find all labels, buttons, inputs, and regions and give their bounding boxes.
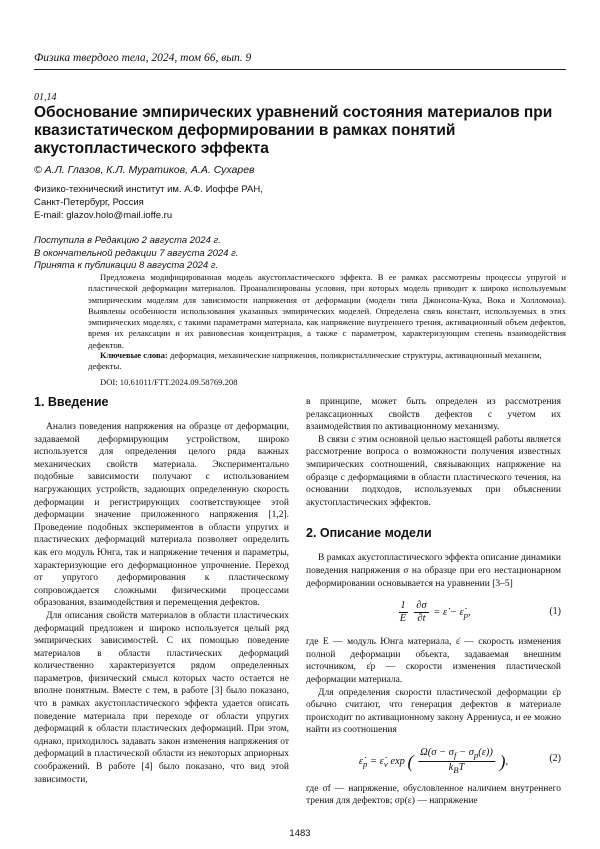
equation-1 bbox=[306, 596, 561, 630]
paper-title: Обоснование эмпирических уравнений состояния материалов при квазистатическом деформировании в рамках понятий акустопластического эффекта bbox=[34, 104, 553, 157]
paragraph: В связи с этим основной целью настоящей работы является рассмотрение вопроса о возможности получения известных эмпирических соотношений, связывающих напряжение на образце с деформациями в области пластического течения, на основании подходов, используемых при объяснении акустопластических эффектов. bbox=[306, 434, 561, 508]
paragraph: Для определения скорости пластической деформации ε̇p обычно считают, что генерация дефектов в материале происходит по активационному закону Аррениуса, и ее можно найти из соотношения bbox=[306, 687, 561, 736]
section-heading: 2. Описание модели bbox=[306, 526, 432, 541]
affiliation-line: Физико-технический институт им. А.Ф. Иоффе РАН, bbox=[34, 184, 263, 195]
abstract: Предложена модифицированная модель акустопластического эффекта. В ее рамках рассмотрены процессы упругой и пластической деформации материалов. Проанализированы условия, при которых модель приводит к широко используемым эмпирическим моделям для зависимости напряжения от деформации (модели типа Джонсона-Кука, Вока и Холломона). Выявлены особенности использования указанных эмпирических моделей. Определена связь констант, используемых в этих эмпирических моделях, с такими параметрами материала, как напряжение внутреннего трения, активационный объем дефектов, время их релаксации и их равновесная концентрация, а также с параметром, характеризующим степень взаимодействия дефектов. bbox=[88, 272, 566, 350]
equation-body: $\frac{1}{E}$ $\frac{\partial\sigma}{\partial t}$ = ε̇ − $\varepsiloṅ_p$, bbox=[399, 600, 471, 625]
date-accepted: Принята к публикации 8 августа 2024 г. bbox=[34, 260, 219, 271]
dates bbox=[34, 235, 238, 273]
left-column bbox=[34, 396, 289, 786]
right-column bbox=[306, 396, 561, 808]
affiliation-line: Санкт-Петербург, Россия bbox=[34, 197, 144, 208]
paragraph: В рамках акустопластического эффекта описание динамики поведения напряжения σ на образце при его нестационарном деформировании основывается на уравнении [3–5] bbox=[306, 553, 561, 589]
journal-header: Физика твердого тела, 2024, том 66, вып. 9 bbox=[34, 52, 252, 64]
keywords-label: Ключевые слова: bbox=[100, 350, 168, 360]
paragraph: Для описания свойств материалов в области пластических деформаций предложен и широко используется целый ряд эмпирических зависимостей. С их помощью поведение материалов в области пластических деформаций количественно характеризуется рядом определенных параметров, физический смысл которых часто остается не вполне понятным. Вместе с тем, в работе [3] было показано, что в рамках акустопластического эффекта удается описать поведение материала при переходе от области упругих деформаций к области пластических деформаций. При этом, однако, приходилось задавать закон изменения напряжения от деформаций в пластической области из некоторых априорных соображений. В работе [4] было показано, что вид этой зависимости, bbox=[34, 610, 289, 785]
section-heading: 1. Введение bbox=[34, 395, 109, 409]
paragraph: где σf — напряжение, обусловленное наличием внутреннего трения для дефектов; σp(ε) — напряжение bbox=[306, 783, 561, 807]
email: E-mail: glazov.holo@mail.ioffe.ru bbox=[34, 210, 173, 221]
header-rule bbox=[34, 69, 566, 70]
udc-code: 01,14 bbox=[34, 92, 57, 103]
affiliation bbox=[34, 183, 263, 222]
authors: © А.Л. Глазов, К.Л. Муратиков, А.А. Сухарев bbox=[34, 164, 255, 176]
date-received: Поступила в Редакцию 2 августа 2024 г. bbox=[34, 235, 221, 246]
keywords bbox=[88, 350, 566, 373]
paragraph: в принципе, может быть определен из рассмотрения релаксационных свойств дефектов с учетом их взаимодействия по активационному механизму. bbox=[306, 397, 561, 433]
paragraph: где E — модуль Юнга материала, ε̇ — скорость изменения полной деформации объекта, задаваемая внешним источником, ε̇p — скорости изменения пластической деформации материала. bbox=[306, 637, 561, 685]
keywords-text: деформация, механические напряжения, поликристаллические структуры, активационный механизм, дефекты. bbox=[88, 350, 542, 372]
doi: DOI: 10.61011/FTT.2024.09.58769.208 bbox=[100, 377, 238, 387]
equation-body: $\varepsiloṅ_p$ = $\varepsiloṅ_v$ exp ( $\frac{\Omega(\sigma - \sigma_f - \sigma_p(\varepsilon))}{k_BT}$ ), bbox=[358, 746, 509, 776]
page-number: 1483 bbox=[289, 828, 311, 839]
equation-number: (2) bbox=[549, 752, 561, 764]
equation-number: (1) bbox=[549, 606, 561, 618]
equation-2 bbox=[306, 743, 561, 777]
paragraph: Анализ поведения напряжения на образце от деформации, задаваемой деформирующим устройством, широко используется для определения целого ряда важных механических свойств материала. Экспериментально подобные зависимости получают с использованием нагружающих устройств, задающих определенную скорость деформации и регистрирующих соответствующее этой деформации значение приложенного напряжения [1,2]. Проведение подобных экспериментов в области упругих и пластических деформаций материала позволяет определить как его модуль Юнга, так и напряжение течения и параметры, характеризующие его деформационное упрочнение. Переход от упругого деформирования к пластическому сопровождается сложными физическими процессами образования, взаимодействия и перемещения дефектов. bbox=[34, 422, 289, 609]
date-revised: В окончательной редакции 7 августа 2024 г. bbox=[34, 247, 239, 259]
